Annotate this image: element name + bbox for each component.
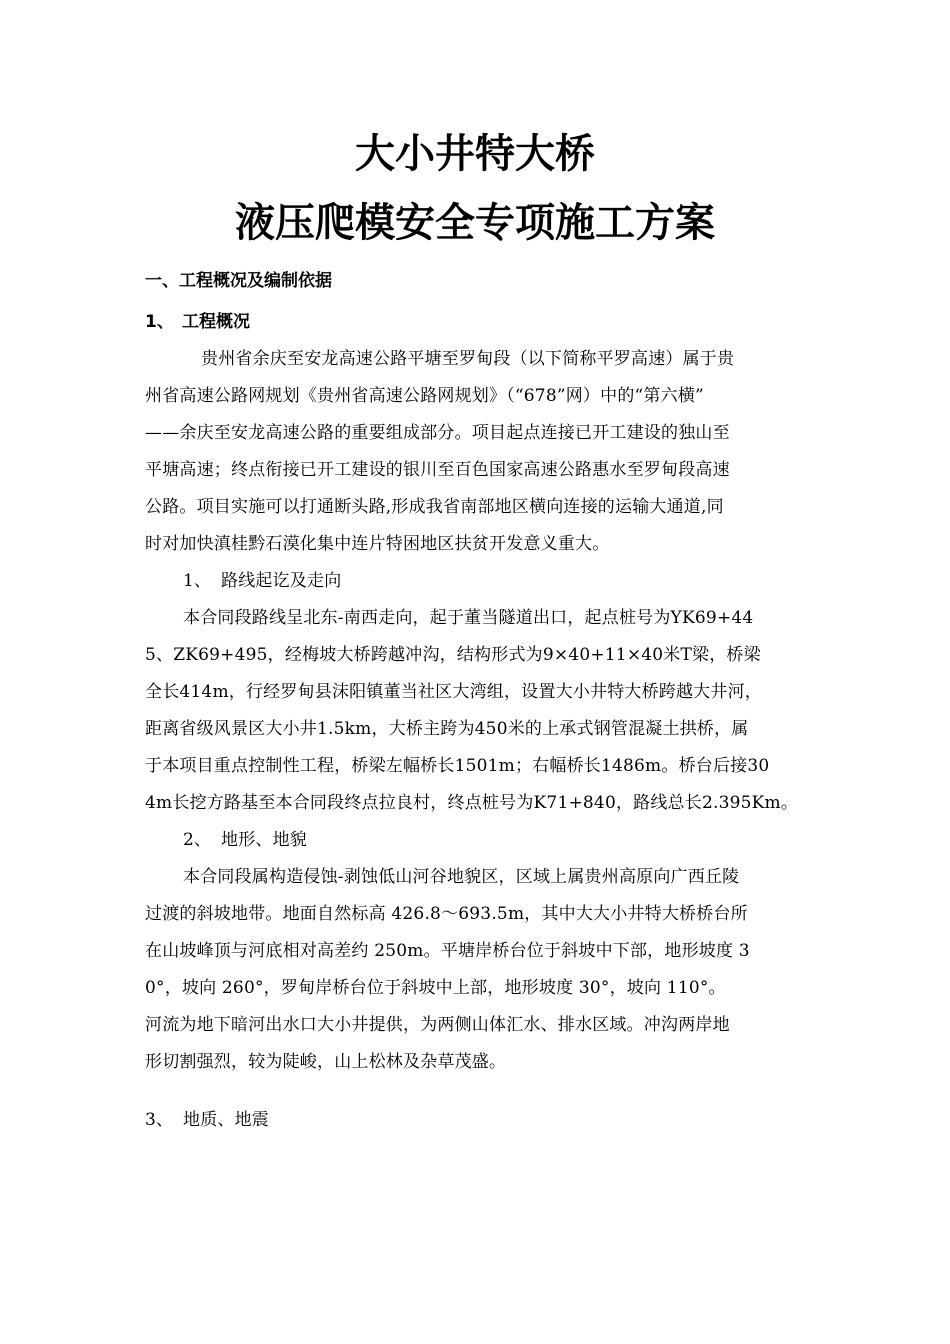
subsection1-label: 工程概况 [182,312,250,332]
document-title-line2: 液压爬模安全专项施工方案 [235,200,715,246]
subsection3-number: 3、 [145,1110,174,1130]
para3-line: 过渡的斜坡地带。地面自然标高 426.8～693.5m，其中大大小井特大桥桥台所 [145,904,748,924]
para3-line: 河流为地下暗河出水口大小井提供，为两侧山体汇水、排水区域。冲沟两岸地 [145,1015,730,1035]
para2-line: 距离省级风景区大小井1.5km，大桥主跨为450米的上承式钢管混凝土拱桥，属 [145,719,749,739]
subsection1-heading [145,310,250,334]
subsection3-heading [145,1108,269,1132]
para2-line: 全长414m，行经罗甸县沫阳镇董当社区大湾组，设置大小井特大桥跨越大井河， [145,682,762,702]
para2-line: 5、ZK69+495，经梅坡大桥跨越冲沟，结构形式为9×40+11×40米T梁，桥梁 [145,645,761,665]
item2-heading [183,828,307,852]
item2-label: 地形、地貌 [221,830,307,850]
para1-line: ——余庆至安龙高速公路的重要组成部分。项目起点连接已开工建设的独山至 [145,423,730,443]
para2-line: 本合同段路线呈北东-南西走向，起于董当隧道出口，起点桩号为YK69+44 [183,608,754,628]
para3-line: 0°，坡向 260°，罗甸岸桥台位于斜坡中上部，地形坡度 30°，坡向 110°。 [145,978,726,998]
para1-line: 公路。项目实施可以打通断头路,形成我省南部地区横向连接的运输大通道,同 [145,497,724,517]
para1-line: 时对加快滇桂黔石漠化集中连片特困地区扶贫开发意义重大。 [145,534,610,554]
subsection1-number: 1、 [145,312,174,332]
para1-line: 州省高速公路网规划《贵州省高速公路网规划》（“678”网）中的“第六横” [145,386,704,406]
document-title-line1: 大小井特大桥 [355,131,595,177]
item1-number: 1、 [183,571,212,591]
para3-line: 在山坡峰顶与河底相对高差约 250m。平塘岸桥台位于斜坡中下部，地形坡度 3 [145,941,750,961]
para1-line: 贵州省余庆至安龙高速公路平塘至罗甸段（以下简称平罗高速）属于贵 [201,349,735,369]
item2-number: 2、 [183,830,212,850]
para3-line: 形切割强烈，较为陡峻，山上松林及杂草茂盛。 [145,1052,507,1072]
item1-label: 路线起讫及走向 [221,571,342,591]
para2-line: 4m长挖方路基至本合同段终点拉良村，终点桩号为K71+840，路线总长2.395Km。 [145,793,799,813]
para3-line: 本合同段属构造侵蚀-剥蚀低山河谷地貌区，区域上属贵州高原向广西丘陵 [183,867,740,887]
para1-line: 平塘高速；终点衔接已开工建设的银川至百色国家高速公路惠水至罗甸段高速 [145,460,730,480]
para2-line: 于本项目重点控制性工程，桥梁左幅桥长1501m；右幅桥长1486m。桥台后接30 [145,756,770,776]
section1-heading: 一、工程概况及编制依据 [145,271,332,291]
subsection3-label: 地质、地震 [183,1110,269,1130]
item1-heading [183,569,341,593]
